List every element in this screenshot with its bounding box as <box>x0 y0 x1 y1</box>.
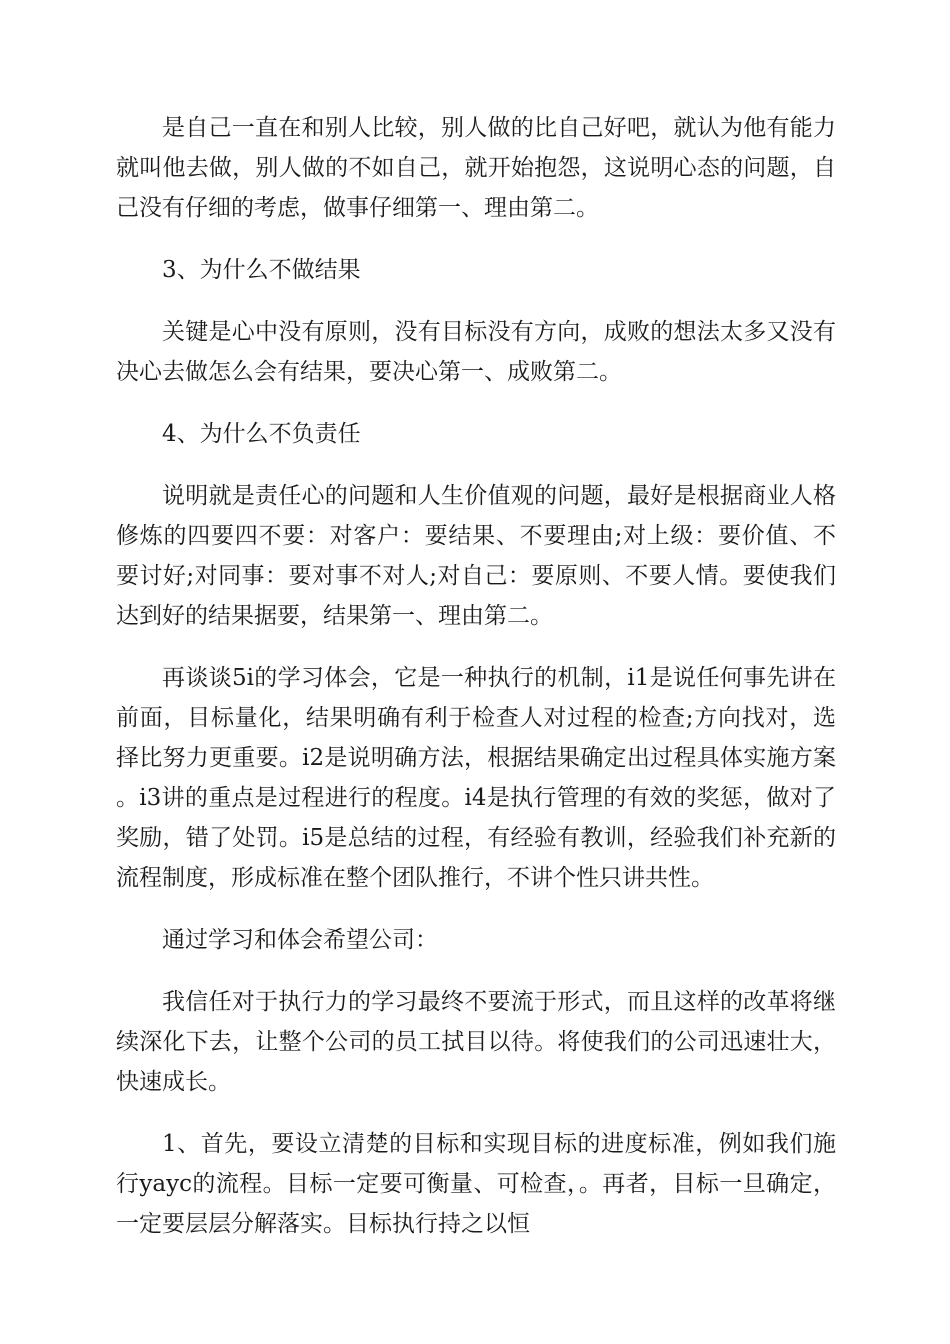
paragraph-hopes: 我信任对于执行力的学习最终不要流于形式，而且这样的改革将继续深化下去，让整个公司的员工拭目以待。将使我们的公司迅速壮大，快速成长。 <box>116 989 836 1095</box>
document-body <box>116 108 836 1266</box>
paragraph-5i-mechanism: 再谈谈5i的学习体会，它是一种执行的机制，i1是说任何事先讲在前面，目标量化，结果明确有利于检查人对过程的检查;方向找对，选择比努力更重要。i2是说明确方法，根据结果确定出过程具体实施方案。i3讲的重点是过程进行的程度。i4是执行管理的有效的奖惩，做对了奖励，错了处罚。i5是总结的过程，有经验有教训，经验我们补充新的流程制度，形成标准在整个团队推行，不讲个性只讲共性。 <box>116 665 836 891</box>
paragraph-hopes-intro: 通过学习和体会希望公司： <box>162 927 438 953</box>
paragraph-comparison: 是自己一直在和别人比较，别人做的比自己好吧，就认为他有能力就叫他去做，别人做的不如自己，就开始抱怨，这说明心态的问题，自己没有仔细的考虑，做事仔细第一、理由第二。 <box>116 115 836 221</box>
paragraph-goals: 1、首先，要设立清楚的目标和实现目标的进度标准，例如我们施行yayc的流程。目标一定要可衡量、可检查，。再者，目标一旦确定，一定要层层分解落实。目标执行持之以恒 <box>116 1131 836 1237</box>
heading-why-not-responsible: 4、为什么不负责任 <box>162 421 361 447</box>
heading-why-no-results: 3、为什么不做结果 <box>162 257 361 283</box>
paragraph-principles: 关键是心中没有原则，没有目标没有方向，成败的想法太多又没有决心去做怎么会有结果，要决心第一、成败第二。 <box>116 319 836 385</box>
paragraph-responsibility: 说明就是责任心的问题和人生价值观的问题，最好是根据商业人格修炼的四要四不要：对客户：要结果、不要理由;对上级：要价值、不要讨好;对同事：要对事不对人;对自己：要原则、不要人情。要使我们达到好的结果据要，结果第一、理由第二。 <box>116 483 836 629</box>
